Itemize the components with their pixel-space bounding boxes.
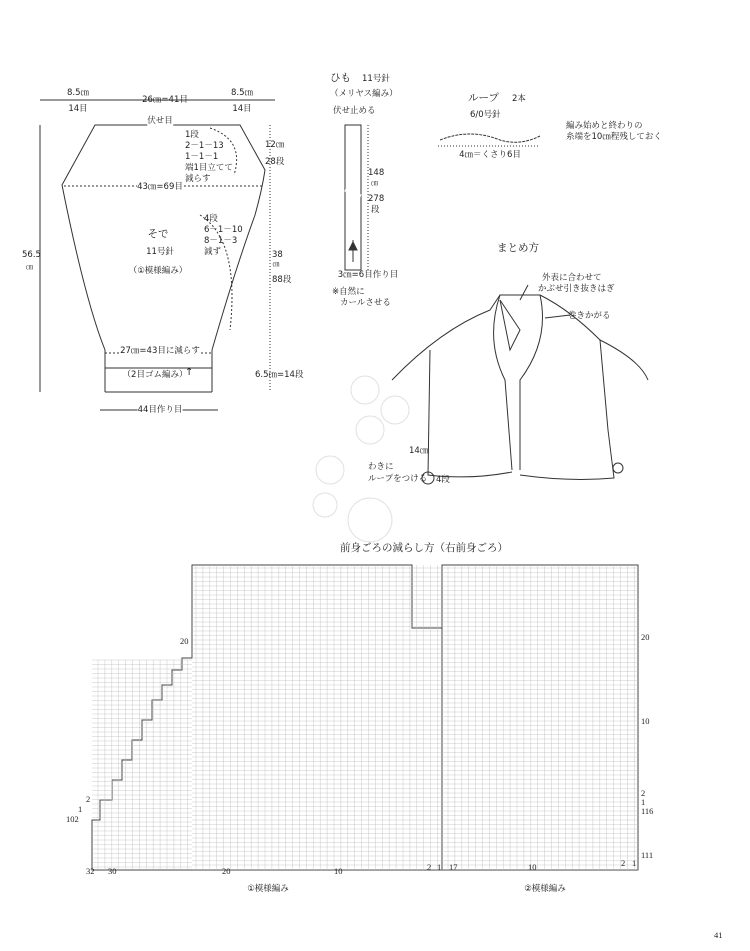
sleeve-top-center: 26㎝=41目 [142,95,188,105]
chart-bottom-r2: 2 [621,858,626,868]
chart-bottom-r1: 1 [632,858,637,868]
sleeve-right-88rows: 88段 [272,275,292,285]
arrow-up-icon: ↑ [185,367,194,378]
loop-note1: 編み始めと終わりの [566,121,643,131]
chart-bottom-30: 30 [108,866,117,876]
himo-length-cm: 148 [368,168,385,178]
sleeve-left-total-unit: ㎝ [26,263,33,271]
chart-right-label-20: 20 [641,632,650,642]
chart-left-block [92,565,442,870]
chart-right-label-116: 116 [641,806,654,816]
sleeve-top-right-sts: 14目 [232,104,252,114]
chart-label-b: ②模様編み [524,884,566,894]
chart-left-label-20: 20 [180,636,189,646]
himo-cast-on: 3㎝=6目作り目 [337,270,399,280]
sleeve-rib-height: 6.5㎝=14段 [255,370,304,380]
sleeve-top-left-sts: 14目 [68,104,88,114]
chart-bottom-2: 2 [427,862,432,872]
chart-right-label-1: 1 [641,797,646,807]
chart-left-label-2: 2 [86,794,91,804]
page-number: 41 [714,930,723,940]
sleeve-top-left-cm: 8.5㎝ [66,88,90,98]
himo-length-unit: ㎝ [371,179,378,187]
sleeve-stitch: （①模様編み） [128,266,188,276]
chart-title: 前身ごろの減らし方（右前身ごろ） [340,542,508,554]
chart-right-label-10: 10 [641,716,650,726]
finish-side-cm: 14㎝ [409,446,429,456]
himo-stitch: （メリヤス編み） [330,89,398,99]
chart-right-label-111: 111 [641,850,654,860]
chart-bottom-10: 10 [334,866,343,876]
loop-count: 2本 [512,94,526,104]
himo-length-rows: 278 [368,194,385,204]
sleeve-right-28rows: 28段 [265,157,285,167]
loop-chain: 4㎝＝くさり6目 [459,150,521,160]
chart-bottom-1: 1 [437,862,442,872]
chart-bottom-32: 32 [86,866,95,876]
chart-right-label-2: 2 [641,788,646,798]
finish-note2: かぶせ引き抜きはぎ [538,284,615,294]
sleeve-name: そで [147,228,169,240]
sleeve-needle: 11号針 [146,247,174,257]
himo-note1: ※自然に [332,287,365,297]
chart-bottom-20: 20 [222,866,231,876]
chart-left-label-1: 1 [78,804,83,814]
sleeve-dec-27: 27㎝=43目に減らす [120,346,200,356]
sleeve-right-38cm: 38 [272,250,283,260]
finish-title: まとめ方 [497,242,539,254]
loop-title: ループ [468,92,499,104]
finish-note1: 外表に合わせて [542,273,602,283]
sleeve-left-total: 56.5 [22,250,41,260]
chart-right-block [442,565,638,870]
himo-note2: カールさせる [340,298,391,308]
sleeve-right-cm-unit: ㎝ [272,260,280,268]
himo-needle: 11号針 [362,74,390,84]
loop-note2: 糸端を10㎝程残しておく [566,132,662,142]
finish-wrap: 巻きかがる [568,311,611,321]
chart-left-label-102: 102 [66,814,79,824]
loop-needle: 6/0号針 [470,110,501,120]
himo-bind-off: 伏せ止める [333,106,376,116]
finish-side1: わきに [368,462,394,472]
chart-bottom-r10: 10 [528,862,537,872]
watermark [313,376,409,542]
sleeve-bind-off: 伏せ目 [147,116,173,126]
sleeve-cast-on: 44目作り目 [137,405,183,415]
sleeve-width-43: 43㎝=69目 [137,182,183,192]
finish-side2: ループをつける [368,474,428,484]
finish-side-rows: 4段 [436,475,450,485]
sleeve-top-right-cm: 8.5㎝ [230,88,254,98]
cardigan-outline [392,295,648,380]
himo-length-rows-unit: 段 [371,205,380,215]
chart-label-a: ①模様編み [247,884,289,894]
chart-bottom-r17: 17 [449,862,458,872]
sleeve-right-12cm: 12㎝ [265,140,285,150]
sleeve-rib: （2目ゴム編み） [122,370,188,380]
himo-title: ひも [330,72,351,84]
